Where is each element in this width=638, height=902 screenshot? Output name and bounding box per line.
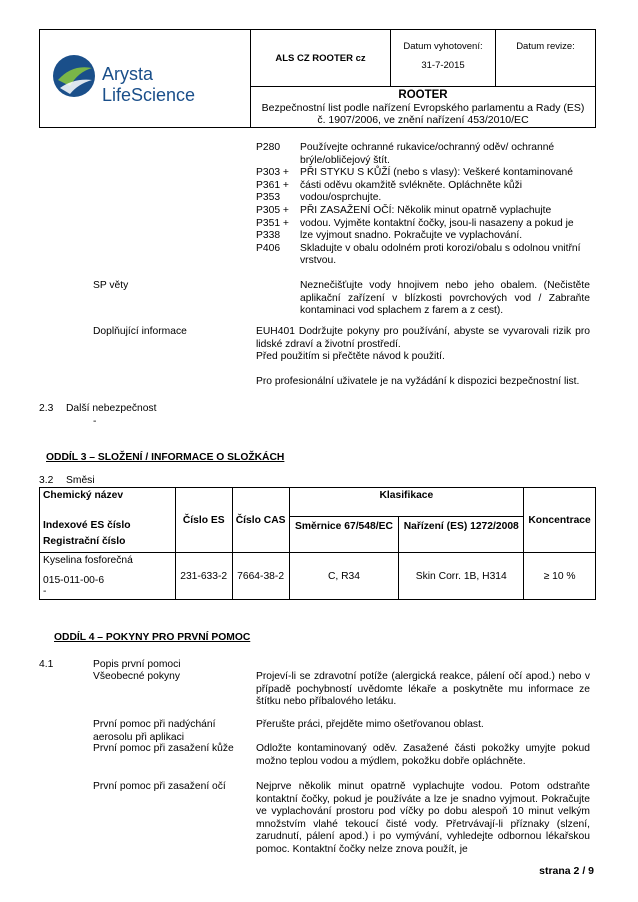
precaution-code: P280 [256,142,281,153]
additional-info-text-1: EUH401 Dodržujte pokyny pro používání, abyste se vyvarovali rizik pro lidské zdraví a životní prostředí. [256,326,590,350]
revision-date-cell [496,30,595,87]
first-aid-eyes-label: První pomoc při zasažení očí [93,781,226,792]
first-aid-number: 4.1 [39,659,54,670]
precaution-text: části oděvu okamžitě svlékněte. Opláchněte kůži [300,179,523,191]
header-registration-text: Registrační číslo [43,536,126,547]
precaution-text: PŘI ZASAŽENÍ OČÍ: Několik minut opatrně vyplachujte [300,204,552,216]
table-header-row [40,488,596,517]
precaution-row [256,218,590,231]
product-cell [251,87,595,127]
page-number: strana 2 / 9 [539,865,594,877]
issue-date-cell [391,30,496,87]
additional-info [256,326,590,388]
precaution-text: PŘI STYKU S KŮŽÍ (nebo s vlasy): Veškeré kontaminované [300,167,573,179]
cell-ec-number: 231-633-2 [175,553,232,600]
precaution-row [256,205,590,218]
header-index-text: Indexové ES číslo [43,520,131,531]
precaution-code: P353 [256,192,281,204]
precaution-row [256,243,590,268]
other-hazards-number: 2.3 [39,403,54,414]
mixtures-number: 3.2 [39,475,54,486]
precaution-text: lze vyjmout snadno. Pokračujte ve vyplachování. [300,230,523,242]
first-aid-skin-label: První pomoc při zasažení kůže [93,743,234,754]
header-concentration: Koncentrace [524,488,596,553]
precaution-text: vodou. Vyjměte kontaktní čočky, jsou-li nasazeny a pokud je [300,217,574,229]
composition-table [39,487,596,600]
precautionary-statements [256,142,590,268]
document-header [39,29,596,128]
first-aid-inhalation-label: První pomoc při nadýchání aerosolu při aplikaci [93,719,216,743]
precaution-code: P406 [256,242,281,254]
revision-date-label: Datum revize: [516,41,575,52]
arysta-logo-icon [52,50,96,102]
issue-date: 31-7-2015 [421,60,465,71]
logo-cell [40,30,251,127]
precaution-row [256,180,590,193]
precaution-text: Používejte ochranné rukavice/ochranný oděv/ ochranné brýle/obličejový štít. [300,142,555,166]
header-chemical-name [40,488,176,553]
precaution-code: P338 [256,230,281,242]
additional-info-text-2: Před použitím si přečtěte návod k použití. [256,351,445,363]
precaution-code: P303 + [256,167,289,179]
header-cas-number: Číslo CAS [232,488,289,553]
section-4-title: ODDÍL 4 – POKYNY PRO PRVNÍ POMOC [54,632,251,643]
substance-name: Kyselina fosforečná [43,555,133,566]
first-aid-general-text: Projeví-li se zdravotní potíže (alergická reakce, pálení očí apod.) nebo v případě pochybností uvědomte lékaře a poskytněte mu informace ze štítku nebo příbalového letáku. [256,671,590,708]
cell-concentration: ≥ 10 % [524,553,596,600]
precaution-text: vodou/osprchujte. [300,192,382,204]
doc-code: ALS CZ ROOTER cz [251,30,391,87]
other-hazards-label: Další nebezpečnost [66,403,157,414]
section-3-title: ODDÍL 3 – SLOŽENÍ / INFORMACE O SLOŽKÁCH [46,452,285,463]
issue-date-label: Datum vyhotovení: [403,41,483,52]
first-aid-general-label: Všeobecné pokyny [93,671,181,682]
table-row [40,553,596,600]
precaution-code: P351 + [256,217,289,229]
precaution-row [256,230,590,243]
precaution-text: Skladujte v obalu odolném proti korozi/obalu s odolnou vnitřní vrstvou. [300,242,581,267]
cell-regulation: Skin Corr. 1B, H314 [399,553,524,600]
substance-index: 015-011-00-6 [43,575,105,586]
regulation-line-2: č. 1907/2006, ve znění nařízení 453/2010/EC [317,114,529,126]
cell-directive: C, R34 [289,553,399,600]
sp-text: Neznečišťujte vody hnojivem nebo jeho obalem. (Nečistěte aplikační zařízení v blízkosti povrchových vod / Zabraňte kontaminaci vod splachem z farem a z cest). [300,280,590,317]
precaution-row [256,167,590,180]
substance-registration: - [43,586,47,597]
header-regulation: Nařízení (ES) 1272/2008 [399,517,524,553]
mixtures-label: Směsi [66,475,95,486]
other-hazards-value: - [93,416,97,427]
header-name-text: Chemický název [43,490,124,501]
precaution-code: P361 + [256,179,289,191]
regulation-line-1: Bezpečnostní list podle nařízení Evropského parlamentu a Rady (ES) [261,102,585,114]
precaution-row [256,142,590,167]
header-classification: Klasifikace [289,488,524,517]
company-name: Arysta LifeScience [102,64,196,105]
first-aid-label: Popis první pomoci [93,659,181,670]
precaution-code: P305 + [256,204,289,216]
cell-substance [40,553,176,600]
cell-cas-number: 7664-38-2 [232,553,289,600]
first-aid-eyes-text: Nejprve několik minut opatrně vyplachujte vodou. Potom odstraňte kontaktní čočky, pokud je používáte a lze je snadno vyjmout. Pokračujte ve vyplachování prostoru pod víčky po dobu alespoň 10 minut velkým množstvím vlahé tekoucí čisté vody. Přetrvávají-li příznaky (slzení, zarudnutí, pálení apod.) i po vymývání, vyhledejte odbornou lékařskou pomoc. Kontaktní čočky nelze znova použít, je [256,781,590,855]
first-aid-skin-text: Odložte kontaminovaný oděv. Zasažené části pokožky umyjte pokud možno teplou vodou a mýdlem, pokožku dobře opláchněte. [256,743,590,767]
precaution-row [256,192,590,205]
header-ec-number: Číslo ES [175,488,232,553]
additional-info-label: Doplňující informace [93,326,187,337]
first-aid-inhalation-text: Přerušte práci, přejděte mimo ošetřovanou oblast. [256,719,484,730]
header-directive: Směrnice 67/548/EC [289,517,399,553]
additional-info-text-3: Pro profesionální uživatele je na vyžádání k dispozici bezpečnostní list. [256,375,580,387]
sp-label: SP věty [93,280,129,291]
product-name: ROOTER [398,89,448,101]
